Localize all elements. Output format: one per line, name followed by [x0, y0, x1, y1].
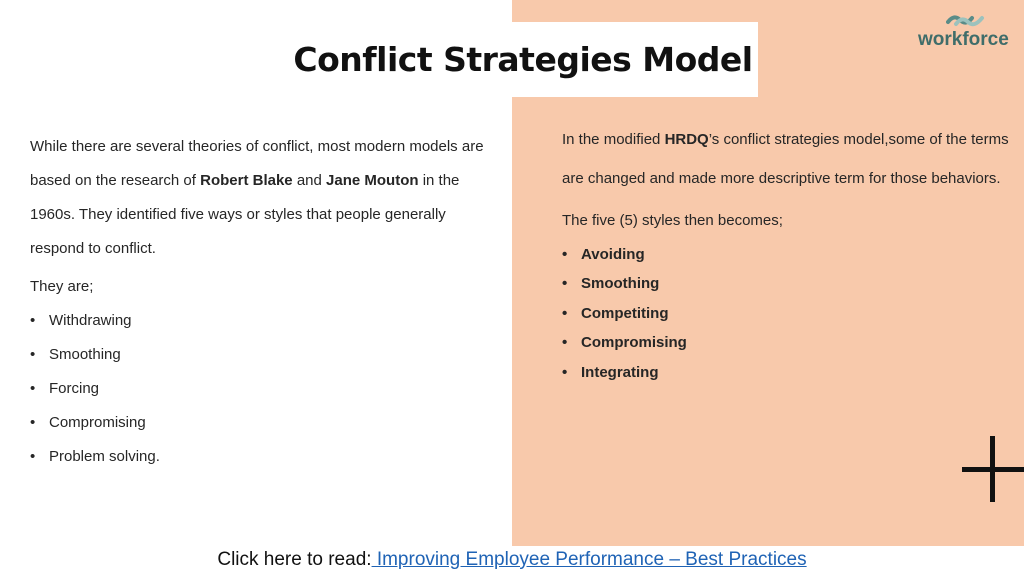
list-item: • Problem solving.	[30, 440, 500, 474]
list-item: • Integrating	[562, 358, 1012, 387]
workforce-logo[interactable]	[916, 12, 1024, 52]
plus-icon	[962, 436, 1024, 502]
footer	[0, 546, 1024, 574]
page-title: Conflict Strategies Model	[293, 40, 753, 79]
list-item: • Competiting	[562, 299, 1012, 328]
left-intro-paragraph	[30, 130, 500, 266]
title-box	[288, 22, 758, 97]
list-item: • Compromising	[562, 328, 1012, 357]
list-item: • Compromising	[30, 406, 500, 440]
right-text-2: ’s conflict strategies model,some of the terms are changed and made more descriptive term for those behaviors.	[562, 131, 1009, 187]
workforce-wave-icon	[946, 12, 986, 30]
list-item: • Withdrawing	[30, 304, 500, 338]
logo-text: workforce	[918, 29, 1009, 50]
right-text-1: In the modified	[562, 131, 665, 148]
intro-text-1: While there are several theories of conflict, most modern models are based on the research of	[30, 138, 484, 189]
they-are-label: They are;	[30, 278, 94, 295]
right-column	[562, 120, 1012, 387]
intro-bold-jane-mouton: Jane Mouton	[326, 172, 419, 189]
read-more-link[interactable]: Improving Employee Performance – Best Practices	[371, 549, 807, 570]
list-item: • Avoiding	[562, 240, 1012, 269]
left-style-list	[30, 304, 500, 474]
footer-prefix: Click here to read:	[217, 549, 372, 570]
intro-text-2: and	[292, 172, 327, 189]
list-item: • Forcing	[30, 372, 500, 406]
right-style-list	[562, 240, 1012, 387]
list-item: • Smoothing	[30, 338, 500, 372]
left-column	[30, 130, 500, 474]
list-item: • Smoothing	[562, 269, 1012, 298]
intro-bold-robert-blake: Robert Blake	[200, 172, 293, 189]
five-styles-label: The five (5) styles then becomes;	[562, 212, 783, 229]
right-intro-paragraph	[562, 120, 1012, 198]
intro-text-3: in the 1960s. They identified five ways or styles that people generally respond to conflict.	[30, 172, 460, 257]
right-bold-hrdq: HRDQ	[664, 131, 709, 148]
